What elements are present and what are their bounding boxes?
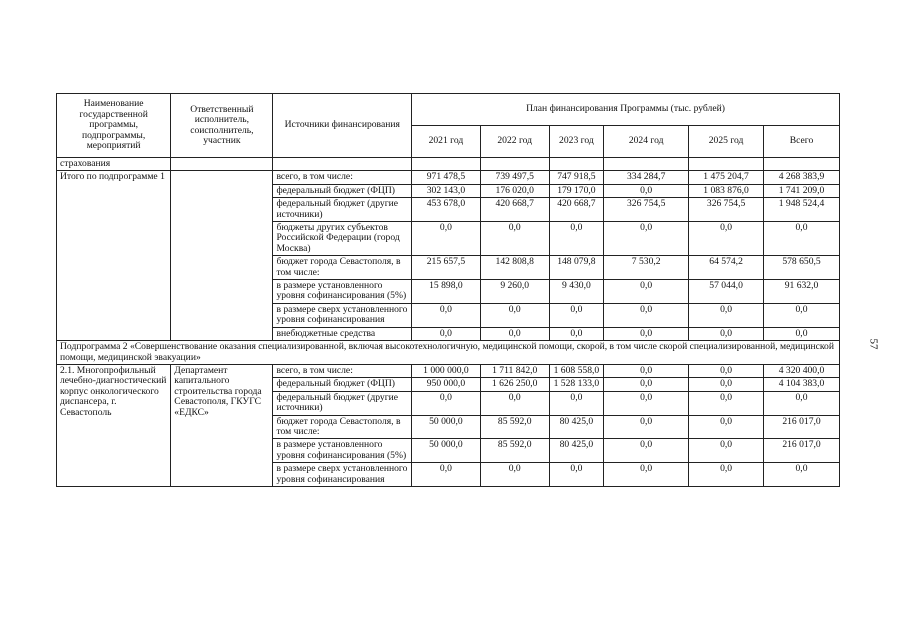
row-source: внебюджетные средства — [273, 327, 412, 340]
row-value: 0,0 — [604, 378, 689, 391]
row-value: 0,0 — [689, 378, 764, 391]
row-value: 0,0 — [412, 391, 481, 415]
row-name: 2.1. Многопрофильный лечебно-диагностический корпус онкологического диспансера, г. Севастополь — [57, 364, 171, 486]
header-name: Наименование государственной программы, подпрограммы, мероприятий — [57, 94, 171, 158]
row-value: 0,0 — [480, 391, 549, 415]
row-value: 302 143,0 — [412, 184, 481, 197]
header-executor: Ответственный исполнитель, соисполнитель, участник — [171, 94, 273, 158]
table-row — [57, 341, 840, 365]
header-year: Всего — [764, 126, 840, 158]
row-value: 85 592,0 — [480, 415, 549, 439]
row-value: 1 083 876,0 — [689, 184, 764, 197]
row-value: 4 268 383,9 — [764, 171, 840, 184]
row-source: бюджет города Севастополя, в том числе: — [273, 256, 412, 280]
row-value: 0,0 — [604, 391, 689, 415]
row-value: 0,0 — [604, 439, 689, 463]
row-source: в размере сверх установленного уровня софинансирования — [273, 463, 412, 487]
row-source: бюджет города Севастополя, в том числе: — [273, 415, 412, 439]
row-value: 80 425,0 — [549, 415, 604, 439]
row-value: 0,0 — [412, 222, 481, 256]
row-name: Итого по подпрограмме 1 — [57, 171, 171, 341]
row-value: 0,0 — [689, 439, 764, 463]
row-value: 85 592,0 — [480, 439, 549, 463]
row-value: 0,0 — [412, 303, 481, 327]
table-row — [57, 171, 840, 184]
row-value: 0,0 — [764, 222, 840, 256]
row-value: 216 017,0 — [764, 439, 840, 463]
row-value: 15 898,0 — [412, 280, 481, 304]
row-source: всего, в том числе: — [273, 364, 412, 377]
row-source: федеральный бюджет (другие источники) — [273, 198, 412, 222]
row-value: 50 000,0 — [412, 439, 481, 463]
row-value: 1 000 000,0 — [412, 364, 481, 377]
row-source: всего, в том числе: — [273, 171, 412, 184]
page-number: 57 — [867, 338, 880, 350]
row-value: 215 657,5 — [412, 256, 481, 280]
row-source: в размере установленного уровня софинансирования (5%) — [273, 280, 412, 304]
row-value: 4 320 400,0 — [764, 364, 840, 377]
row-value: 1 948 524,4 — [764, 198, 840, 222]
row-value: 57 044,0 — [689, 280, 764, 304]
row-value: 0,0 — [549, 463, 604, 487]
row-value: 0,0 — [604, 303, 689, 327]
row-value: 0,0 — [764, 463, 840, 487]
row-value: 0,0 — [549, 391, 604, 415]
row-value: 0,0 — [480, 327, 549, 340]
table-row — [57, 364, 840, 377]
row-value: 0,0 — [412, 327, 481, 340]
row-value: 747 918,5 — [549, 171, 604, 184]
row-source: в размере сверх установленного уровня софинансирования — [273, 303, 412, 327]
row-value: 0,0 — [604, 415, 689, 439]
row-value: 0,0 — [604, 280, 689, 304]
row-value: 453 678,0 — [412, 198, 481, 222]
row-value: 0,0 — [549, 222, 604, 256]
row-value: 0,0 — [689, 364, 764, 377]
row-value: 0,0 — [412, 463, 481, 487]
row-value: 0,0 — [549, 303, 604, 327]
row-value: 739 497,5 — [480, 171, 549, 184]
row-value: 0,0 — [604, 184, 689, 197]
header-year: 2021 год — [412, 126, 481, 158]
financing-table — [56, 93, 840, 487]
row-value: 216 017,0 — [764, 415, 840, 439]
row-value: 50 000,0 — [412, 415, 481, 439]
row-value: 334 284,7 — [604, 171, 689, 184]
row-value: 179 170,0 — [549, 184, 604, 197]
row-source: бюджеты других субъектов Российской Федерации (город Москва) — [273, 222, 412, 256]
row-value: 80 425,0 — [549, 439, 604, 463]
header-year: 2024 год — [604, 126, 689, 158]
row-value: 0,0 — [689, 391, 764, 415]
row-value: 0,0 — [764, 327, 840, 340]
header-sources: Источники финансирования — [273, 94, 412, 158]
row-value: 0,0 — [689, 303, 764, 327]
row-value: 0,0 — [604, 327, 689, 340]
row-value: 0,0 — [604, 463, 689, 487]
row-source: федеральный бюджет (другие источники) — [273, 391, 412, 415]
row-value: 420 668,7 — [480, 198, 549, 222]
row-value: 1 711 842,0 — [480, 364, 549, 377]
row-value: 0,0 — [480, 463, 549, 487]
row-source: федеральный бюджет (ФЦП) — [273, 184, 412, 197]
subprogram-title: Подпрограмма 2 «Совершенствование оказания специализированной, включая высокотехнологичную, медицинской помощи, скорой, в том числе скорой специализированной, медицинской помощи, медицинской эвакуации» — [57, 341, 840, 365]
row-value: 0,0 — [689, 463, 764, 487]
row-source: федеральный бюджет (ФЦП) — [273, 378, 412, 391]
row-value: 326 754,5 — [604, 198, 689, 222]
row-value: 142 808,8 — [480, 256, 549, 280]
row-value: 0,0 — [549, 327, 604, 340]
row-value: 64 574,2 — [689, 256, 764, 280]
row-executor — [171, 171, 273, 341]
header-year: 2025 год — [689, 126, 764, 158]
row-value: 971 478,5 — [412, 171, 481, 184]
row-value: 1 528 133,0 — [549, 378, 604, 391]
row-value: 578 650,5 — [764, 256, 840, 280]
row-value: 1 608 558,0 — [549, 364, 604, 377]
header-plan: План финансирования Программы (тыс. рублей) — [412, 94, 840, 126]
row-value: 0,0 — [764, 391, 840, 415]
row-value: 148 079,8 — [549, 256, 604, 280]
header-year: 2022 год — [480, 126, 549, 158]
row-value: 420 668,7 — [549, 198, 604, 222]
row-value: 326 754,5 — [689, 198, 764, 222]
row-value: 950 000,0 — [412, 378, 481, 391]
row-value: 0,0 — [764, 303, 840, 327]
row-value: 91 632,0 — [764, 280, 840, 304]
row-value: 0,0 — [480, 222, 549, 256]
row-value: 0,0 — [689, 415, 764, 439]
row-value: 1 741 209,0 — [764, 184, 840, 197]
row-executor: Департамент капитального строительства города Севастополя, ГКУГС «ЕДКС» — [171, 364, 273, 486]
row-value: 0,0 — [480, 303, 549, 327]
row-value: 9 260,0 — [480, 280, 549, 304]
row-value: 1 475 204,7 — [689, 171, 764, 184]
row-value: 1 626 250,0 — [480, 378, 549, 391]
row-source: в размере установленного уровня софинансирования (5%) — [273, 439, 412, 463]
top-fragment: страхования — [57, 158, 171, 171]
row-value: 4 104 383,0 — [764, 378, 840, 391]
row-value: 176 020,0 — [480, 184, 549, 197]
row-value: 0,0 — [604, 364, 689, 377]
row-value: 9 430,0 — [549, 280, 604, 304]
row-value: 0,0 — [604, 222, 689, 256]
header-year: 2023 год — [549, 126, 604, 158]
row-value: 7 530,2 — [604, 256, 689, 280]
row-value: 0,0 — [689, 327, 764, 340]
row-value: 0,0 — [689, 222, 764, 256]
